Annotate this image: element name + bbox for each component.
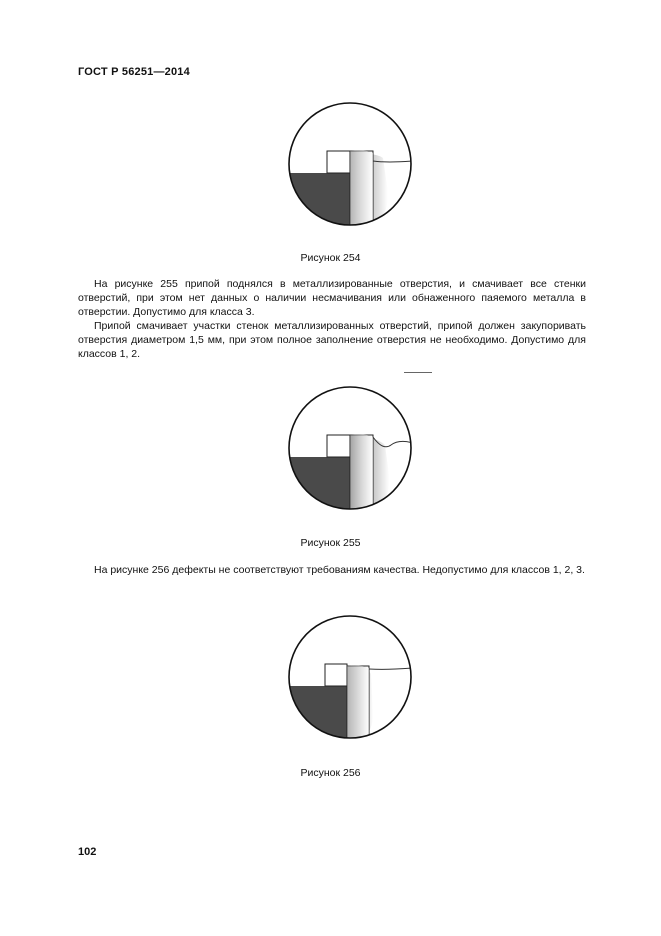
page-number: 102 [78, 846, 97, 858]
figure-255-caption: Рисунок 255 [300, 537, 361, 549]
paragraph-text: На рисунке 256 дефекты не соответствуют требованиям качества. Недопустимо для классов 1, 2, 3. [94, 564, 585, 576]
figure-256-caption: Рисунок 256 [300, 767, 361, 779]
figure-254-caption: Рисунок 254 [300, 252, 361, 264]
paragraph-text: Припой смачивает участки стенок металлизированных отверстий, припой должен закупоривать отверстия диаметром 1,5 мм, при этом полное заполнение отверстия не необходимо. Допустимо для классов 1, 2. [78, 320, 586, 360]
figure-255-image [287, 385, 413, 511]
paragraph-block-2 [78, 563, 586, 577]
paragraph-block-1 [78, 277, 586, 361]
paragraph-text: На рисунке 255 припой поднялся в металлизированные отверстия, и смачивает все стенки отверстий, при этом нет данных о наличии несмачивания или обнаженного паяемого металла в отверстии. Допустимо для класса 3. [78, 278, 586, 318]
figure-256-image [287, 614, 413, 740]
document-header: ГОСТ Р 56251—2014 [78, 66, 190, 78]
figure-254-image [287, 101, 413, 227]
stray-line [404, 372, 432, 373]
